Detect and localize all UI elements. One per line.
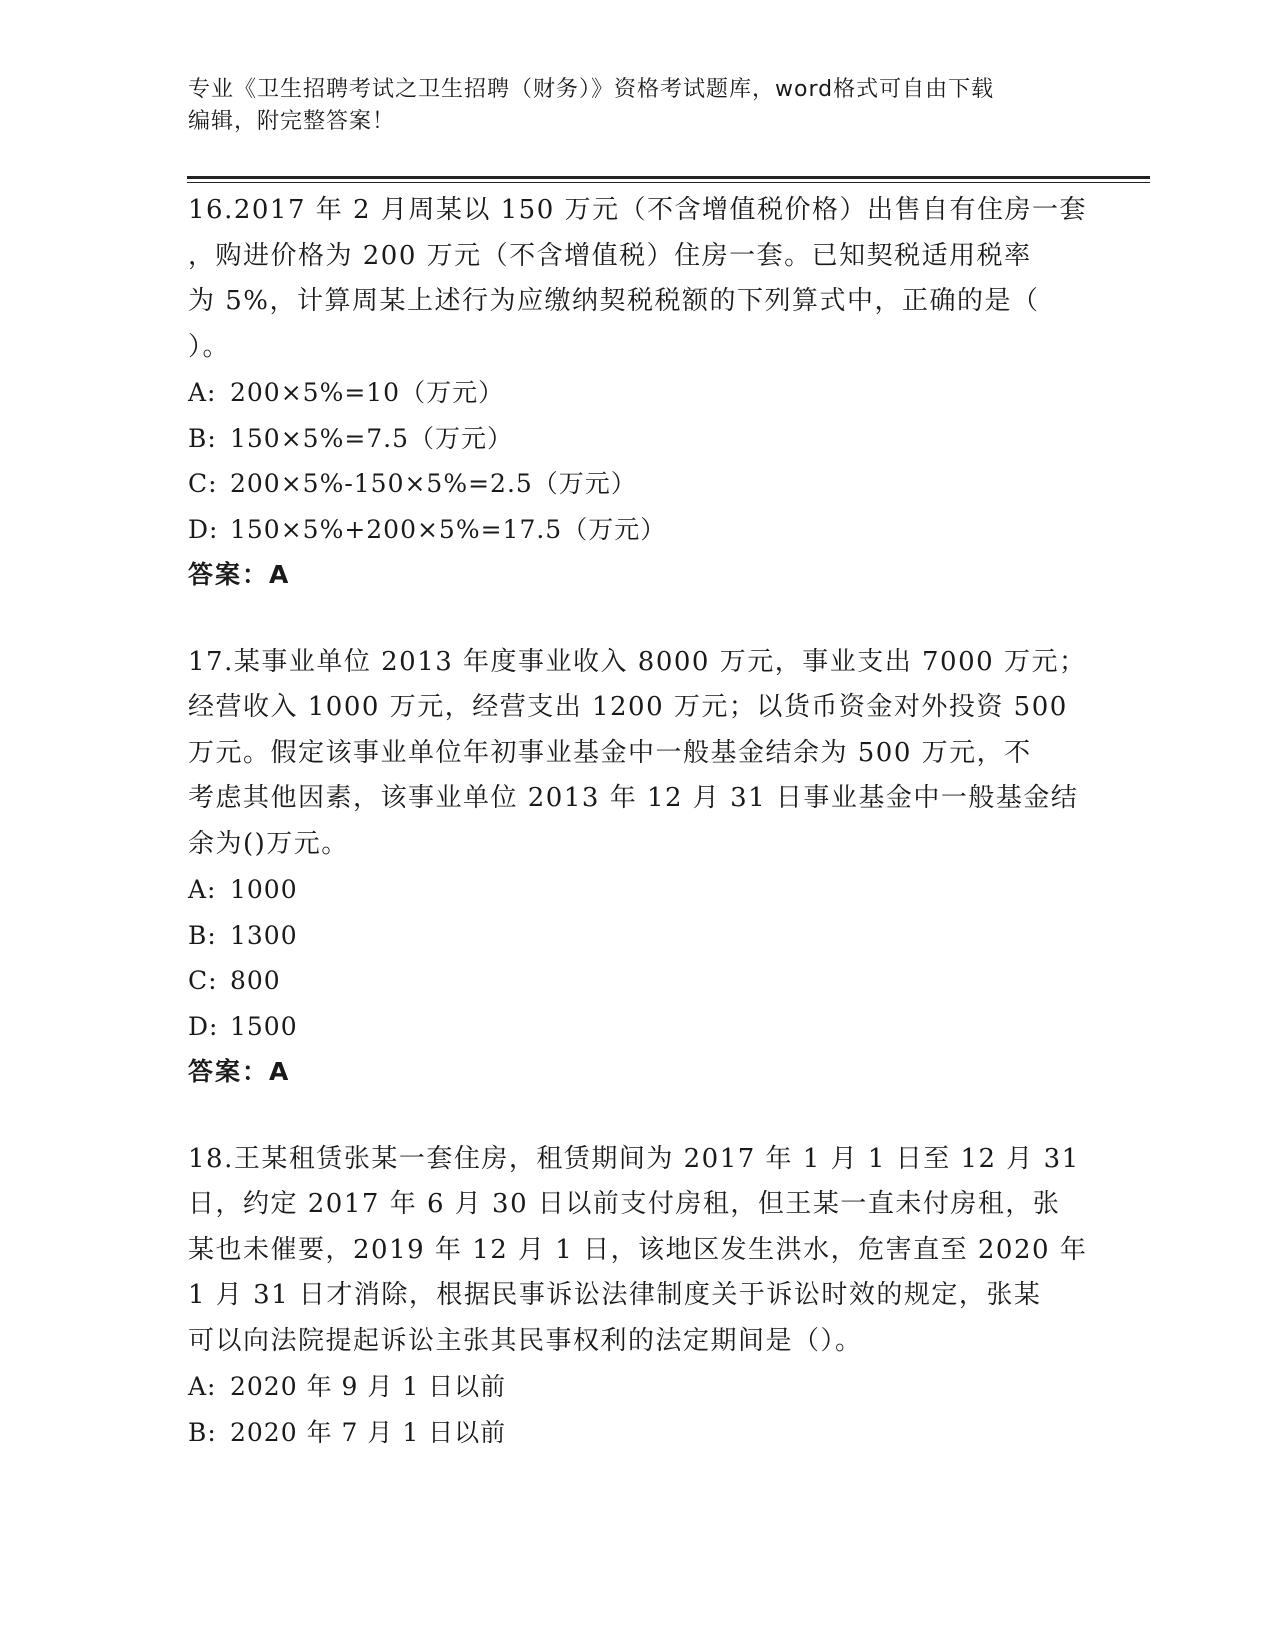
question-list [188,188,1088,1497]
option-text: 150×5%=7.5（万元） [230,423,514,453]
question-text-line: ）。 [188,331,231,362]
question-17 [188,640,1088,1095]
option-letter: B: [188,1417,217,1447]
option-letter: A: [188,1372,217,1401]
option-letter: A: [188,378,217,407]
option-letter: C: [188,469,218,498]
header-divider-thin [187,182,1150,183]
question-text-line: 1 月 31 日才消除，根据民事诉讼法律制度关于诉讼时效的规定，张某 [188,1280,1042,1310]
header-line-1: 专业《卫生招聘考试之卫生招聘（财务）》资格考试题库，word格式可自由下载 [188,77,995,102]
option-text: 1500 [230,1011,298,1041]
document-header [188,74,1088,138]
option-letter: D: [188,1011,219,1041]
question-text-line: 18.王某租赁张某一套住房，租赁期间为 2017 年 1 月 1 日至 12 月 31 [188,1143,1080,1174]
answer-label: 答案：A [188,1057,291,1086]
option-text: 200×5%=10（万元） [230,378,505,407]
question-text-line: 为 5%，计算周某上述行为应缴纳契税税额的下列算式中，正确的是（ [188,286,1040,316]
option-letter: B: [188,920,217,950]
question-text-line: ，购进价格为 200 万元（不含增值税）住房一套。已知契税适用税率 [188,240,1032,271]
question-18 [188,1137,1088,1456]
option-c [188,958,1088,1004]
question-text-line: 余为()万元。 [188,828,349,859]
question-text-line: 17.某事业单位 2013 年度事业收入 8000 万元，事业支出 7000 万元； [188,646,1087,677]
header-line-2: 编辑，附完整答案！ [188,109,396,134]
question-text-line: 某也未催要，2019 年 12 月 1 日，该地区发生洪水，危害直至 2020 年 [188,1234,1088,1265]
option-letter: A: [188,875,217,904]
option-letter: D: [188,514,219,544]
option-d [188,1004,1088,1050]
option-b [188,416,1088,462]
option-a [188,1364,1088,1410]
option-b [188,913,1088,959]
option-letter: B: [188,423,217,453]
question-text-line: 考虑其他因素，该事业单位 2013 年 12 月 31 日事业基金中一般基金结 [188,783,1079,813]
answer-label: 答案：A [188,560,291,589]
question-16 [188,188,1088,598]
question-text-line: 日，约定 2017 年 6 月 30 日以前支付房租，但王某一直未付房租，张 [188,1189,1061,1219]
question-text-line: 经营收入 1000 万元，经营支出 1200 万元；以货币资金对外投资 500 [188,692,1068,722]
option-text: 1300 [230,920,298,950]
option-letter: C: [188,966,218,995]
option-a [188,370,1088,416]
question-text-line: 可以向法院提起诉讼主张其民事权利的法定期间是（）。 [188,1325,863,1356]
option-text: 200×5%-150×5%=2.5（万元） [230,469,637,498]
option-b [188,1410,1088,1456]
option-text: 2020 年 9 月 1 日以前 [230,1372,507,1401]
question-text-line: 万元。假定该事业单位年初事业基金中一般基金结余为 500 万元，不 [188,737,1032,768]
option-text: 800 [230,966,281,995]
option-text: 150×5%+200×5%=17.5（万元） [230,514,667,544]
option-a [188,867,1088,913]
option-text: 1000 [230,875,298,904]
header-divider-thick [187,176,1150,179]
option-text: 2020 年 7 月 1 日以前 [230,1417,507,1447]
option-d [188,507,1088,553]
option-c [188,461,1088,507]
question-text-line: 16.2017 年 2 月周某以 150 万元（不含增值税价格）出售自有住房一套 [188,195,1088,225]
